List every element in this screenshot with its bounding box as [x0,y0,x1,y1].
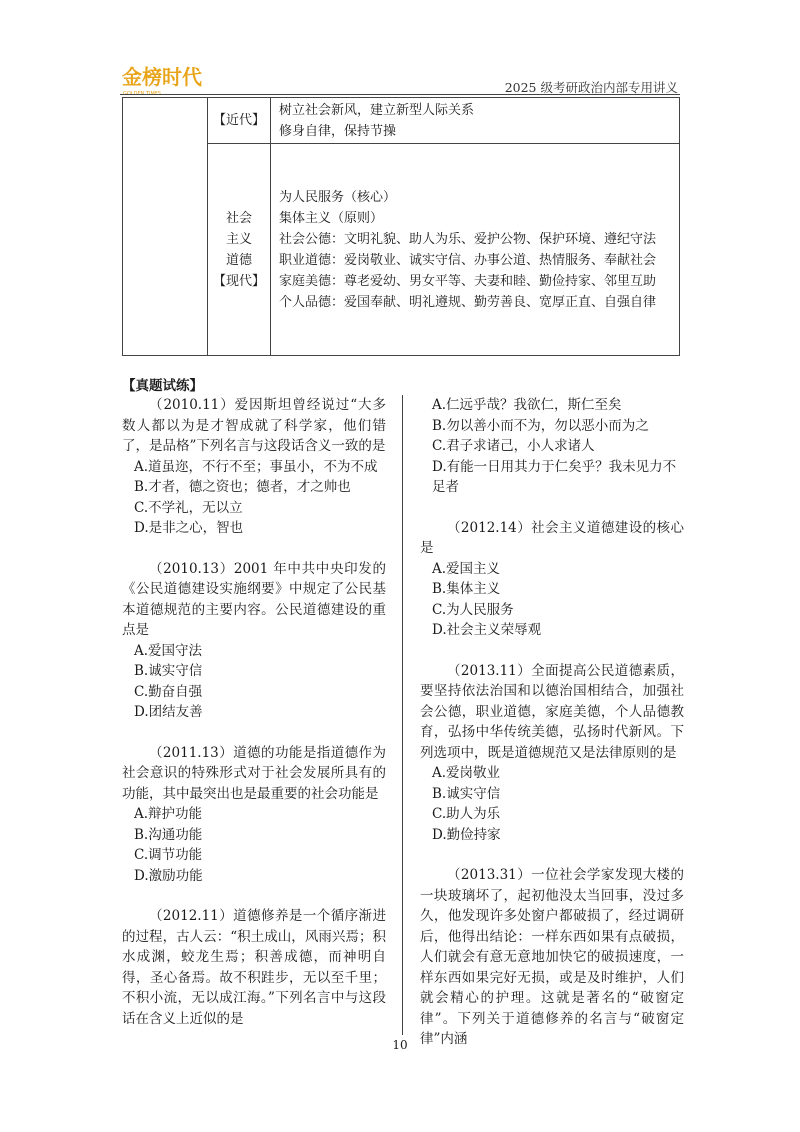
option: B.诚实守信 [134,663,203,679]
question [420,661,684,846]
table-content-cell [271,144,680,356]
column-divider [402,395,403,1035]
question-stem: （2013.31）一位社会学家发现大楼的一块玻璃坏了，起初他没太当回事，没过多久，他发现许多处窗户都破损了，经过调研后，他得出结论：一样东西如果有点破损，人们就会有意无意地加快它的破损速度，一样东西如果完好无损，或是及时维护，人们就会精心的护理。这就是著名的“破窗定律”。下列关于道德修养的名言与“破窗定律”内涵 [420,867,684,1047]
ethics-table [122,97,680,356]
option: B.集体主义 [432,581,501,597]
logo-text: 金榜时代 [122,65,202,89]
option: D.是非之心，智也 [134,520,244,536]
table-line: 修身自律，保持节操 [279,123,397,139]
option: B.诚实守信 [432,785,501,802]
option: B.沟通功能 [134,826,203,843]
option: D.团结友善 [134,704,203,720]
row-tag-line: 【现代】 [212,273,265,289]
option: C.调节功能 [134,847,203,863]
table-line: 职业道德：爱岗敬业、诚实守信、办事公道、热情服务、奉献社会 [279,252,657,268]
question [420,518,684,641]
question-continued [420,395,684,498]
table-line: 个人品德：爱国奉献、明礼遵规、勤劳善良、宽厚正直、自强自律 [279,294,657,310]
question [122,743,386,887]
table-content-cell [271,98,680,144]
question-stem: （2012.14）社会主义道德建设的核心是 [420,519,684,556]
question [122,395,386,539]
option: C.不学礼，无以立 [134,499,243,516]
option: C.助人为乐 [432,806,501,822]
row-tag-line: 道德 [225,252,252,268]
table-tag-cell [208,144,271,356]
table-line: 家庭美德：尊老爱幼、男女平等、夫妻和睦、勤俭持家、邻里互助 [279,273,657,289]
table-tag-cell [208,98,271,144]
option: A.辩护功能 [134,806,203,822]
option: D.社会主义荣辱观 [432,622,542,638]
question-column-left [122,395,386,1049]
option: A.道虽迩，不行不至；事虽小，不为不成 [134,458,378,475]
option: D.勤俭持家 [432,826,501,843]
question-stem: （2012.11）道德修养是一个循序渐进的过程，古人云：“积土成山，风雨兴焉；积水成渊，蛟龙生焉；积善成德，而神明自得，圣心备焉。故不积跬步，无以至千里；不积小流，无以成江海。”下列名言中与这段话在含义上近似的是 [122,908,386,1027]
table-line: 为人民服务（核心） [279,189,397,205]
option: B.才者，德之资也；德者，才之帅也 [134,479,351,495]
question-stem: （2010.13）2001 年中共中央印发的《公民道德建设实施纲要》中规定了公民基本道德规范的主要内容。公民道德建设的重点是 [122,560,386,638]
logo-sub: GOLDEN TIMES [123,91,162,97]
question-column-right [420,395,684,1070]
option: C.勤奋自强 [134,683,203,700]
section-title: 【真题试练】 [122,378,203,394]
question-stem: （2011.13）道德的功能是指道德作为社会意识的特殊形式对于社会发展所具有的功能，其中最突出也是最重要的社会功能是 [122,744,386,802]
question [122,559,386,723]
option: B.勿以善小而不为，勿以恶小而为之 [432,417,649,434]
page-number: 10 [392,1038,408,1052]
row-tag-line: 主义 [225,231,252,247]
option: D.有能一日用其力于仁矣乎？我未见力不足者 [432,458,677,495]
question-stem: （2010.11）爱因斯坦曾经说过“大多数人都以为是才智成就了科学家，他们错了，是品格”下列名言与这段话含义一致的是 [122,397,386,454]
question [122,906,386,1029]
header-title: 2025 级考研政治内部专用讲义 [504,80,678,95]
option: D.激励功能 [134,867,203,884]
option: A.仁远乎哉？我欲仁，斯仁至矣 [432,397,622,413]
table-line: 集体主义（原则） [279,210,384,226]
option: A.爱国主义 [432,560,501,577]
option: A.爱岗敬业 [432,765,501,781]
question-stem: （2013.11）全面提高公民道德素质，要坚持依法治国和以德治国相结合，加强社会公德，职业道德，家庭美德，个人品德教育，弘扬中华传统美德，弘扬时代新风。下列选项中，既是道德规范又是法律原则的是 [420,662,684,761]
option: A.爱国守法 [134,642,203,659]
option: C.为人民服务 [432,601,514,618]
table-row [123,98,680,144]
table-line: 树立社会新风，建立新型人际关系 [279,102,475,118]
question [420,865,684,1050]
row-tag: 【近代】 [212,113,265,128]
row-tag-line: 社会 [225,210,252,226]
option: C.君子求诸己，小人求诸人 [432,438,595,454]
table-cell-empty [123,98,208,356]
table-line: 社会公德：文明礼貌、助人为乐、爱护公物、保护环境、遵纪守法 [279,231,657,247]
header-rule [120,94,680,95]
